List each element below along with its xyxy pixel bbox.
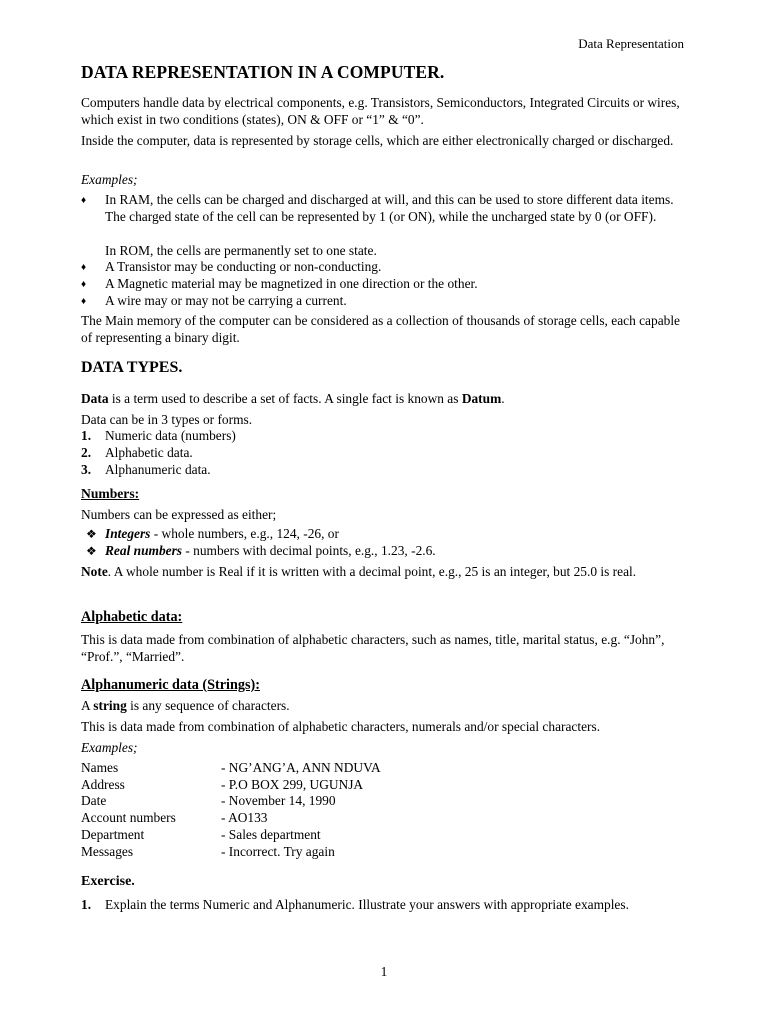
exercise-question: Explain the terms Numeric and Alphanumeric. Illustrate your answers with appropriate examples. [105, 897, 629, 912]
diamond-bullet-icon: ♦ [81, 262, 87, 273]
note-paragraph [81, 564, 687, 581]
example-label: Department [81, 827, 145, 842]
bullet-magnetic: A Magnetic material may be magnetized in one direction or the other. [105, 276, 478, 291]
bullet-ram: In RAM, the cells can be charged and discharged at will, and this can be used to store different data items. The charged state of the cell can be represented by 1 (or ON), while the uncharged state by 0 (or OFF). [105, 192, 674, 224]
type-item: Alphabetic data. [105, 445, 193, 460]
page-number: 1 [380, 964, 388, 979]
examples-label: Examples; [81, 172, 138, 187]
main-memory-paragraph: The Main memory of the computer can be considered as a collection of thousands of storage cells, each capable of representing a binary digit. [81, 313, 681, 345]
note-text: . A whole number is Real if it is written with a decimal point, e.g., 25 is an integer, but 25.0 is real. [107, 564, 637, 579]
type-number: 1. [81, 428, 92, 443]
example-value: - NG’ANG’A, ANN NDUVA [221, 760, 381, 775]
alphanumeric-paragraph: This is data made from combination of alphabetic characters, numerals and/or special characters. [81, 719, 601, 734]
integers-term: Integers [105, 526, 151, 541]
intro-paragraph-2: Inside the computer, data is represented by storage cells, which are either electronically charged or discharged. [81, 133, 674, 148]
note-label: Note [81, 564, 108, 579]
clover-bullet-icon: ❖ [86, 527, 97, 541]
bullet-transistor: A Transistor may be conducting or non-conducting. [105, 259, 382, 274]
integers-item [105, 526, 695, 543]
alphanumeric-heading: Alphanumeric data (Strings): [81, 677, 260, 693]
real-numbers-text: - numbers with decimal points, e.g., 1.23, -2.6. [182, 543, 436, 558]
numbers-intro: Numbers can be expressed as either; [81, 507, 277, 522]
intro-paragraph-1: Computers handle data by electrical components, e.g. Transistors, Semiconductors, Integrated Circuits or wires, which exist in two conditions (states), ON & OFF or “1” & “0”. [81, 95, 680, 127]
data-term: Data [81, 391, 109, 406]
example-label: Date [81, 793, 107, 808]
alphabetic-paragraph: This is data made from combination of alphabetic characters, such as names, title, marital status, e.g. “John”, “Prof.”, “Married”. [81, 632, 665, 664]
data-definition-text: is a term used to describe a set of facts. A single fact is known as [108, 391, 462, 406]
data-definition [81, 391, 691, 408]
string-def-a: A [81, 698, 94, 713]
diamond-bullet-icon: ♦ [81, 296, 87, 307]
real-numbers-item [105, 543, 695, 560]
examples-label-2: Examples; [81, 740, 138, 755]
page-title: DATA REPRESENTATION IN A COMPUTER. [81, 62, 445, 82]
diamond-bullet-icon: ♦ [81, 195, 87, 206]
bullet-rom: In ROM, the cells are permanently set to one state. [105, 243, 377, 258]
running-header: Data Representation [578, 36, 684, 51]
datum-term: Datum [461, 391, 502, 406]
example-value: - Sales department [221, 827, 321, 842]
data-definition-end: . [501, 391, 505, 406]
clover-bullet-icon: ❖ [86, 544, 97, 558]
example-label: Names [81, 760, 119, 775]
example-value: - November 14, 1990 [221, 793, 336, 808]
string-term: string [93, 698, 127, 713]
example-label: Address [81, 777, 125, 792]
example-value: - AO133 [221, 810, 268, 825]
type-number: 2. [81, 445, 92, 460]
example-value: - P.O BOX 299, UGUNJA [221, 777, 364, 792]
example-label: Messages [81, 844, 134, 859]
type-item: Alphanumeric data. [105, 462, 211, 477]
string-definition [81, 698, 691, 715]
integers-text: - whole numbers, e.g., 124, -26, or [150, 526, 339, 541]
alphabetic-heading: Alphabetic data: [81, 609, 183, 625]
real-numbers-term: Real numbers [105, 543, 183, 558]
example-value: - Incorrect. Try again [221, 844, 335, 859]
types-intro: Data can be in 3 types or forms. [81, 412, 253, 427]
exercise-heading: Exercise. [81, 874, 135, 889]
example-label: Account numbers [81, 810, 176, 825]
type-item: Numeric data (numbers) [105, 428, 236, 443]
data-types-heading: DATA TYPES. [81, 359, 183, 376]
diamond-bullet-icon: ♦ [81, 279, 87, 290]
string-def-b: is any sequence of characters. [126, 698, 290, 713]
exercise-number: 1. [81, 897, 92, 912]
bullet-wire: A wire may or may not be carrying a current. [105, 293, 347, 308]
numbers-heading: Numbers: [81, 486, 140, 501]
type-number: 3. [81, 462, 92, 477]
